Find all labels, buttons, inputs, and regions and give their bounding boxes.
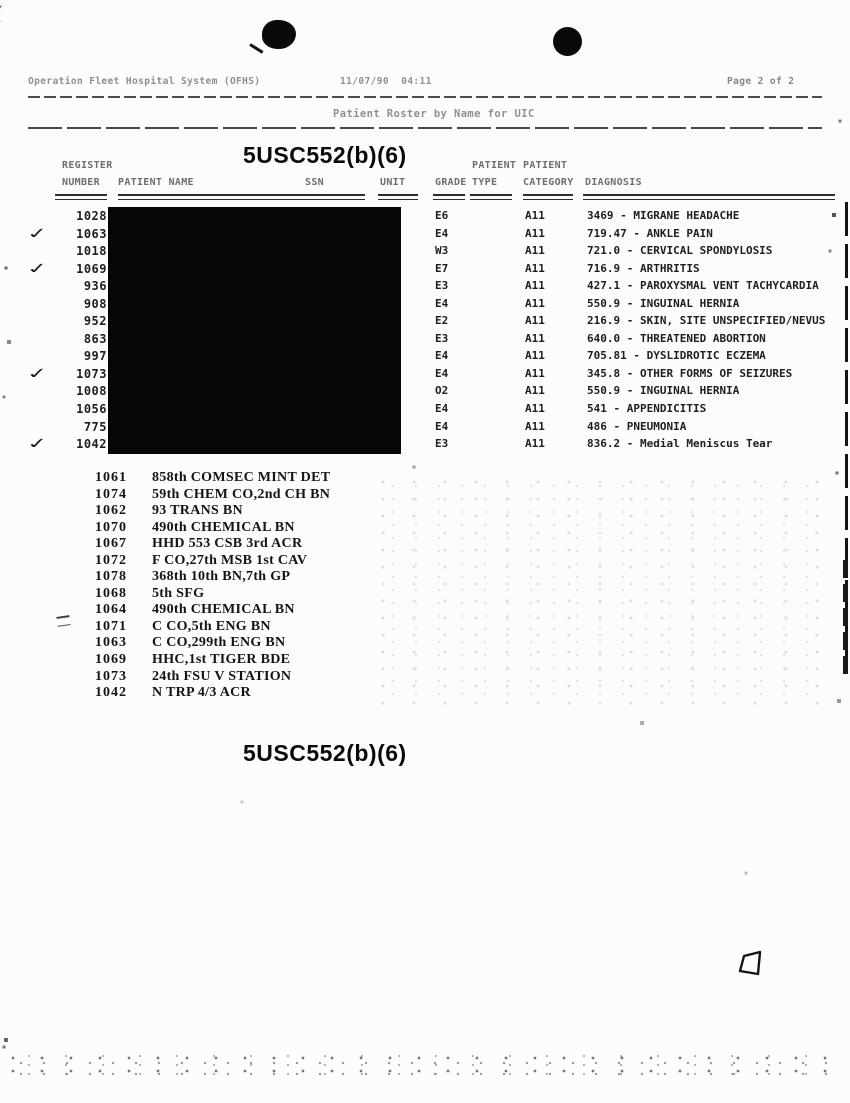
patient-category-cell: A11 [525, 349, 545, 363]
handwritten-checkmark: ✓ [25, 257, 49, 278]
diagnosis-cell: 716.9 - ARTHRITIS [587, 261, 700, 275]
col-rule-register [55, 194, 107, 200]
register-number-cell: 997 [83, 349, 107, 364]
patient-category-cell: A11 [525, 419, 545, 433]
col-rule-type [470, 194, 512, 200]
unit-register-number: 1070 [95, 519, 127, 535]
diagnosis-cell: 541 - APPENDICITIS [587, 402, 707, 416]
unit-name: F CO,27th MSB 1st CAV [152, 552, 308, 568]
diagnosis-cell: 345.8 - OTHER FORMS OF SEIZURES [587, 366, 793, 380]
unit-register-number: 1068 [95, 585, 127, 601]
unit-list [0, 470, 850, 702]
grade-cell: E4 [435, 349, 449, 363]
col-rule-name [118, 194, 306, 200]
unit-register-number: 1063 [95, 635, 127, 651]
grade-cell: E2 [435, 314, 449, 328]
patient-category-cell: A11 [525, 402, 545, 416]
unit-register-number: 1071 [95, 618, 127, 634]
unit-name: 24th FSU V STATION [152, 668, 292, 684]
unit-register-number: 1069 [95, 652, 127, 668]
unit-list-row [0, 569, 850, 586]
ink-blob-tail [249, 43, 263, 53]
diagnosis-cell: 216.9 - SKIN, SITE UNSPECIFIED/NEVUS [587, 314, 826, 328]
unit-register-number: 1067 [95, 536, 127, 552]
scan-noise-specks [0, 0, 2, 2]
unit-list-row [0, 635, 850, 652]
unit-name: HHC,1st TIGER BDE [152, 652, 291, 668]
dashed-separator-top [28, 96, 822, 98]
unit-list-row [0, 652, 850, 669]
diagnosis-cell: 705.81 - DYSLIDROTIC ECZEMA [587, 349, 766, 363]
register-number-cell: 775 [83, 419, 107, 434]
register-number-cell: 1056 [76, 402, 107, 417]
scan-noise-band [10, 1054, 838, 1080]
col-rule-diagnosis [583, 194, 835, 200]
grade-cell: E4 [435, 296, 449, 310]
col-header-unit: UNIT [380, 177, 406, 188]
col-header-type-2: TYPE [472, 177, 498, 188]
diagnosis-cell: 3469 - MIGRANE HEADACHE [587, 209, 740, 222]
report-datetime: 11/07/90 04:11 [340, 76, 432, 87]
patient-category-cell: A11 [525, 366, 545, 380]
unit-list-row [0, 553, 850, 570]
register-number-cell: 1018 [76, 244, 107, 259]
register-number-cell: 1008 [76, 384, 107, 399]
patient-category-cell: A11 [525, 244, 545, 258]
grade-cell: E6 [435, 209, 449, 222]
col-rule-unit [378, 194, 418, 200]
redaction-stamp-bottom: 5USC552(b)(6) [243, 740, 407, 766]
page-number: Page 2 of 2 [727, 76, 795, 87]
register-number-cell: 1063 [76, 226, 107, 241]
patient-category-cell: A11 [525, 261, 545, 275]
report-title: Patient Roster by Name for UIC [333, 108, 535, 120]
unit-register-number: 1078 [95, 569, 127, 585]
handwritten-checkmark: ✓ [25, 432, 49, 453]
diagnosis-cell: 836.2 - Medial Meniscus Tear [587, 437, 773, 451]
handwritten-quad-mark [737, 949, 765, 979]
ink-blob-mark [262, 20, 296, 49]
unit-list-row [0, 470, 850, 487]
register-number-cell: 1028 [76, 209, 107, 223]
register-number-cell: 1042 [76, 437, 107, 452]
grade-cell: E3 [435, 331, 449, 345]
patient-category-cell: A11 [525, 209, 545, 222]
col-header-register-2: NUMBER [62, 177, 100, 188]
unit-register-number: 1061 [95, 470, 127, 485]
patient-category-cell: A11 [525, 384, 545, 398]
patient-category-cell: A11 [525, 331, 545, 345]
grade-cell: E4 [435, 402, 449, 416]
unit-name: C CO,5th ENG BN [152, 618, 271, 634]
unit-name: 368th 10th BN,7th GP [152, 569, 291, 585]
unit-list-row [0, 586, 850, 603]
register-number-cell: 908 [83, 296, 107, 311]
col-header-patient-name: PATIENT NAME [118, 177, 194, 188]
col-header-register-1: REGISTER [62, 160, 113, 171]
grade-cell: E4 [435, 226, 449, 240]
unit-register-number: 1062 [95, 503, 127, 519]
diagnosis-cell: 640.0 - THREATENED ABORTION [587, 331, 766, 345]
redaction-box [108, 207, 401, 454]
unit-list-row [0, 503, 850, 520]
col-header-category-2: CATEGORY [523, 177, 574, 188]
scan-corner-mark [0, 4, 9, 22]
grade-cell: E4 [435, 366, 449, 380]
col-header-grade: GRADE [435, 177, 467, 188]
diagnosis-cell: 427.1 - PAROXYSMAL VENT TACHYCARDIA [587, 279, 819, 293]
unit-name: 93 TRANS BN [152, 503, 243, 519]
register-number-cell: 1069 [76, 261, 107, 276]
unit-list-row [0, 669, 850, 686]
diagnosis-cell: 721.0 - CERVICAL SPONDYLOSIS [587, 244, 773, 258]
grade-cell: O2 [435, 384, 449, 398]
diagnosis-cell: 550.9 - INGUINAL HERNIA [587, 296, 740, 310]
grade-cell: E3 [435, 279, 449, 293]
diagnosis-cell: 719.47 - ANKLE PAIN [587, 226, 713, 240]
register-number-cell: 863 [83, 331, 107, 346]
patient-category-cell: A11 [525, 437, 545, 451]
unit-list-row [0, 520, 850, 537]
unit-name: 59th CHEM CO,2nd CH BN [152, 486, 331, 502]
unit-register-number: 1042 [95, 685, 127, 701]
unit-name: HHD 553 CSB 3rd ACR [152, 536, 303, 552]
unit-name: 490th CHEMICAL BN [152, 602, 295, 618]
diagnosis-cell: 486 - PNEUMONIA [587, 419, 687, 433]
patient-category-cell: A11 [525, 296, 545, 310]
col-header-diagnosis: DIAGNOSIS [585, 177, 642, 188]
unit-register-number: 1064 [95, 602, 127, 618]
unit-name: 490th CHEMICAL BN [152, 519, 295, 535]
grade-cell: E7 [435, 261, 449, 275]
unit-list-row [0, 487, 850, 504]
grade-cell: E3 [435, 437, 449, 451]
grade-cell: E4 [435, 419, 449, 433]
col-rule-grade [433, 194, 465, 200]
patient-category-cell: A11 [525, 226, 545, 240]
patient-category-cell: A11 [525, 314, 545, 328]
unit-list-row [0, 619, 850, 636]
unit-name: 5th SFG [152, 585, 205, 601]
redaction-stamp-top: 5USC552(b)(6) [243, 142, 407, 168]
col-rule-ssn [303, 194, 365, 200]
dashed-separator-second [28, 127, 822, 129]
register-number-cell: 1073 [76, 366, 107, 381]
patient-category-cell: A11 [525, 279, 545, 293]
register-number-cell: 952 [83, 314, 107, 329]
system-title: Operation Fleet Hospital System (OFHS) [28, 76, 261, 87]
unit-register-number: 1072 [95, 552, 127, 568]
unit-register-number: 1074 [95, 486, 127, 502]
grade-cell: W3 [435, 244, 449, 258]
col-header-type-1: PATIENT [472, 160, 517, 171]
unit-register-number: 1073 [95, 668, 127, 684]
handwritten-checkmark: ✓ [25, 222, 49, 243]
unit-name: 858th COMSEC MINT DET [152, 470, 331, 485]
handwritten-checkmark: ✓ [25, 362, 49, 383]
col-header-ssn: SSN [305, 177, 324, 188]
register-number-cell: 936 [83, 279, 107, 294]
unit-list-row [0, 685, 850, 702]
unit-list-row [0, 602, 850, 619]
diagnosis-cell: 550.9 - INGUINAL HERNIA [587, 384, 740, 398]
unit-list-row [0, 536, 850, 553]
unit-name: N TRP 4/3 ACR [152, 685, 251, 701]
unit-name: C CO,299th ENG BN [152, 635, 286, 651]
col-rule-category [523, 194, 573, 200]
hole-punch-dot [553, 27, 582, 56]
col-header-category-1: PATIENT [523, 160, 568, 171]
